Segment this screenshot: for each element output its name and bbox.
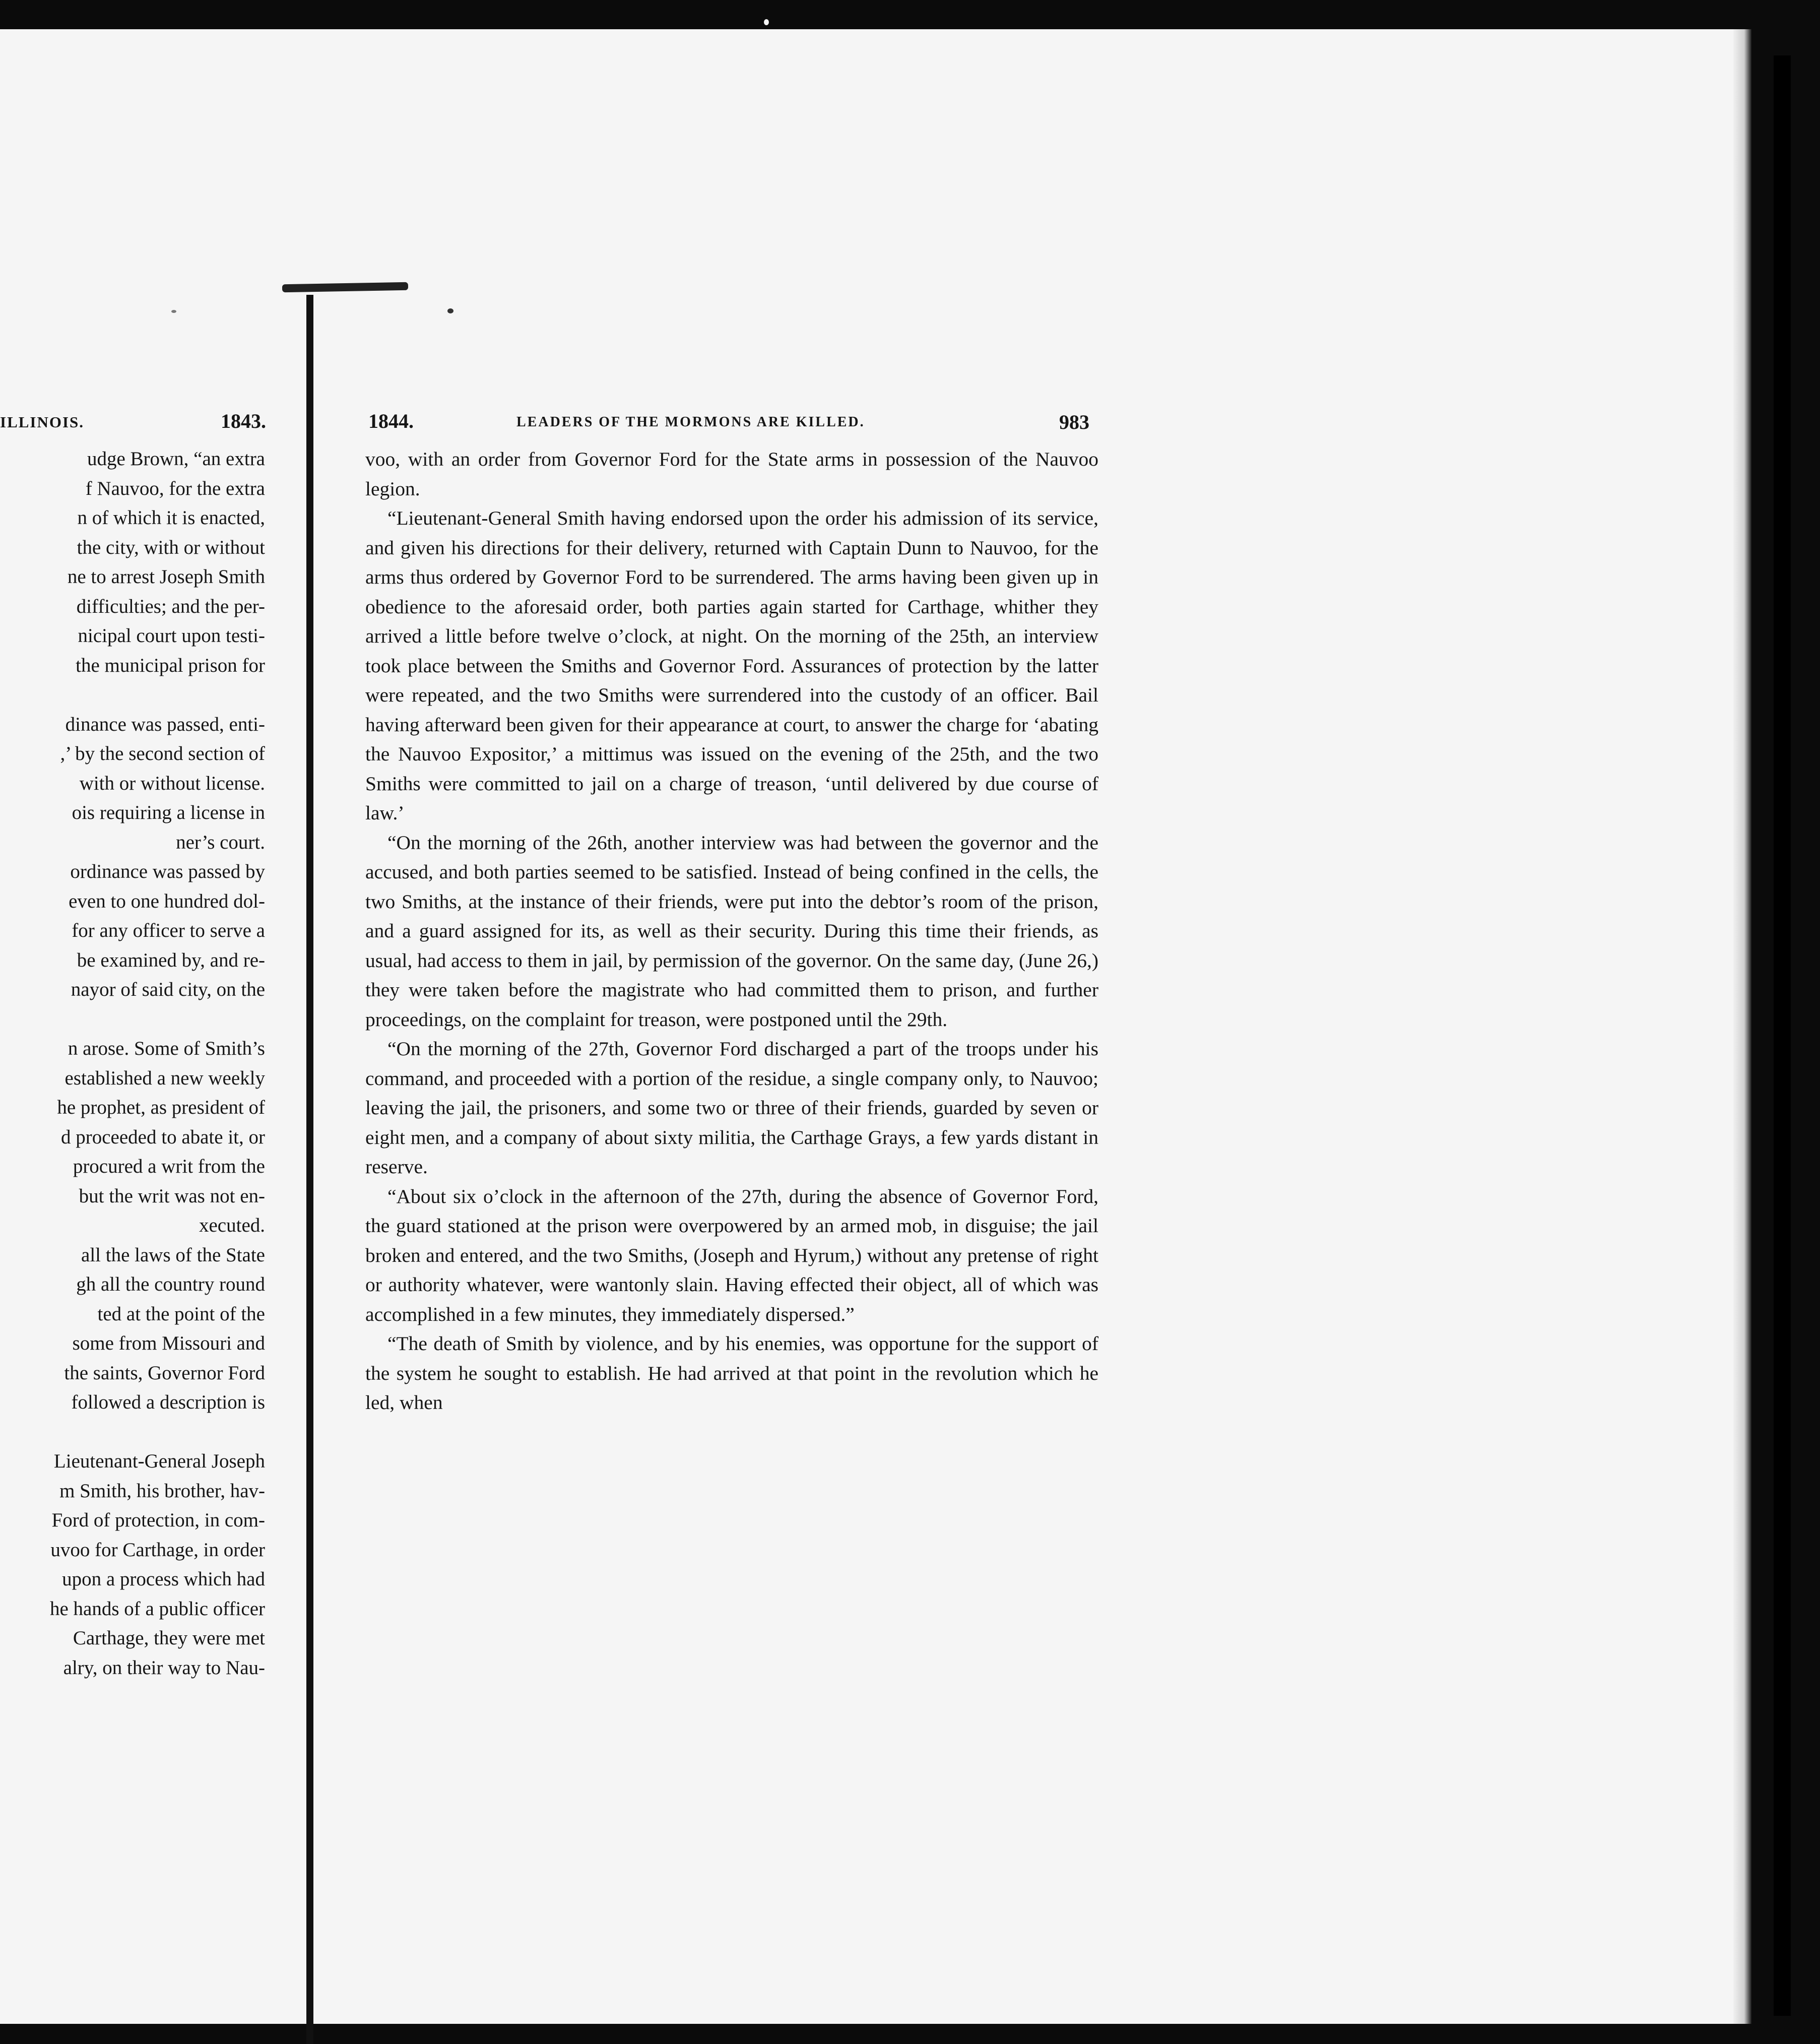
left-page-line: ne to arrest Joseph Smith [67, 566, 265, 588]
right-running-title: LEADERS OF THE MORMONS ARE KILLED. [516, 414, 865, 430]
left-page-line: he prophet, as president of [57, 1097, 265, 1118]
left-page-text [0, 444, 282, 1683]
left-page-line: the municipal prison for [76, 654, 265, 676]
left-page-line: for any officer to serve a [72, 920, 265, 941]
left-page-line [0, 1418, 282, 1447]
right-page [365, 409, 1098, 1418]
left-page-line: with or without license. [79, 772, 265, 794]
scan-border [1774, 55, 1791, 2016]
left-page-line: nayor of said city, on the [71, 979, 265, 1000]
left-page-line: ordinance was passed by [70, 861, 265, 882]
left-page-line: udge Brown, “an extra [87, 448, 265, 470]
paragraph: “The death of Smith by violence, and by his enemies, was opportune for the support of the system he sought to establish. He had arrived at that point in the revolution which he led, when [365, 1332, 1098, 1414]
left-page-line: dinance was passed, enti- [65, 713, 265, 735]
left-running-title: ILLINOIS. [0, 413, 85, 431]
paragraph: voo, with an order from Governor Ford for the State arms in possession of the Nauvoo legion. [365, 448, 1098, 500]
left-running-head [0, 409, 282, 439]
left-running-year: 1843. [221, 410, 266, 432]
left-page-line: difficulties; and the per- [76, 595, 265, 617]
left-page-line: d proceeded to abate it, or [61, 1126, 265, 1148]
left-page-line: f Nauvoo, for the extra [85, 477, 265, 499]
left-page-line: xecuted. [199, 1215, 265, 1236]
left-page-line: all the laws of the State [81, 1244, 265, 1266]
left-page-line: n arose. Some of Smith’s [68, 1038, 265, 1059]
left-page-line: followed a description is [71, 1391, 265, 1413]
left-page-line: procured a writ from the [73, 1156, 265, 1177]
left-page-line [0, 1005, 282, 1035]
page-number: 983 [1059, 411, 1089, 433]
paragraph: “On the morning of the 26th, another interview was had between the governor and the accused, and both parties seemed to be satisfied. Instead of being confined in the cells, the two Smiths, at the instance of their friends, were put into the debtor’s room of the prison, and a guard assigned for its, as well as their security. During this time their friends, as usual, had access to them in jail, by permission of the governor. On the same day, (June 26,) they were taken before the magistrate who had committed them to prison, and further proceedings, on the complaint for treason, were postponed until the 29th. [365, 831, 1098, 1031]
left-page-line: Carthage, they were met [73, 1627, 265, 1649]
left-page-line [0, 680, 282, 710]
left-page-line: alry, on their way to Nau- [63, 1656, 265, 1679]
left-page-line: ois requiring a license in [72, 802, 265, 823]
left-page-line: the city, with or without [77, 536, 265, 558]
ink-speck [171, 310, 176, 313]
right-running-year: 1844. [368, 410, 414, 432]
left-page-line: gh all the country round [76, 1273, 265, 1295]
left-page-line: uvoo for Carthage, in order [50, 1539, 265, 1561]
book-gutter [306, 295, 313, 2044]
left-page-line: some from Missouri and [72, 1332, 265, 1354]
left-page-line: ner’s court. [176, 831, 265, 853]
paragraph: “On the morning of the 27th, Governor Ford discharged a part of the troops under his command, and proceeded with a portion of the residue, a single company only, to Nauvoo; leaving the jail, the prisoners, and some two or three of their friends, guarded by seven or eight men, and a company of about sixty militia, the Carthage Grays, a few yards distant in reserve. [365, 1038, 1098, 1178]
left-page-line: but the writ was not en- [79, 1185, 265, 1207]
left-page-line: n of which it is enacted, [77, 507, 265, 529]
paragraph: “About six o’clock in the afternoon of the 27th, during the absence of Governor Ford, the guard stationed at the prison were overpowered by an armed mob, in disguise; the jail broken and entered, and the two Smiths, (Joseph and Hyrum,) without any pretense of right or authority whatever, were wantonly slain. Having effected their object, all of which was accomplished in a few minutes, they immediately dispersed.” [365, 1185, 1098, 1325]
right-running-head [365, 409, 1098, 439]
left-page-line: nicipal court upon testi- [78, 625, 265, 647]
left-page-line: established a new weekly [64, 1067, 265, 1089]
left-page-line: he hands of a public officer [49, 1598, 265, 1620]
left-page-line: be examined by, and re- [77, 949, 265, 971]
left-page [0, 409, 282, 1683]
left-page-line: the saints, Governor Ford [64, 1362, 265, 1384]
paragraph: “Lieutenant-General Smith having endorsed upon the order his admission of its service, and given his directions for their delivery, returned with Captain Dunn to Nauvoo, for the arms thus ordered by Governor Ford to be surrendered. The arms having been given up in obedience to the aforesaid order, both parties again started for Carthage, whither they arrived a little before twelve o’clock, at night. On the morning of the 25th, an interview took place between the Smiths and Governor Ford. Assurances of protection by the latter were repeated, and the two Smiths were surrendered into the custody of an officer. Bail having afterward been given for their appearance at court, to answer the charge for ‘abating the Nauvoo Expositor,’ a mittimus was issued on the evening of the 25th, and the two Smiths were committed to jail on a charge of treason, ‘until delivered by due course of law.’ [365, 507, 1098, 824]
ink-speck [447, 308, 453, 313]
left-page-line: ted at the point of the [97, 1303, 265, 1325]
left-page-line: even to one hundred dol- [69, 890, 265, 912]
left-page-line: upon a process which had [62, 1568, 265, 1590]
ink-speck [764, 19, 769, 25]
page-edge-shadow [1733, 29, 1751, 2024]
left-page-line: Lieutenant-General Joseph [53, 1450, 265, 1472]
left-page-line: ,’ by the second section of [60, 743, 265, 764]
right-page-text [365, 444, 1098, 1418]
left-page-line: m Smith, his brother, hav- [59, 1480, 265, 1502]
left-page-line: Ford of protection, in com- [51, 1509, 265, 1531]
